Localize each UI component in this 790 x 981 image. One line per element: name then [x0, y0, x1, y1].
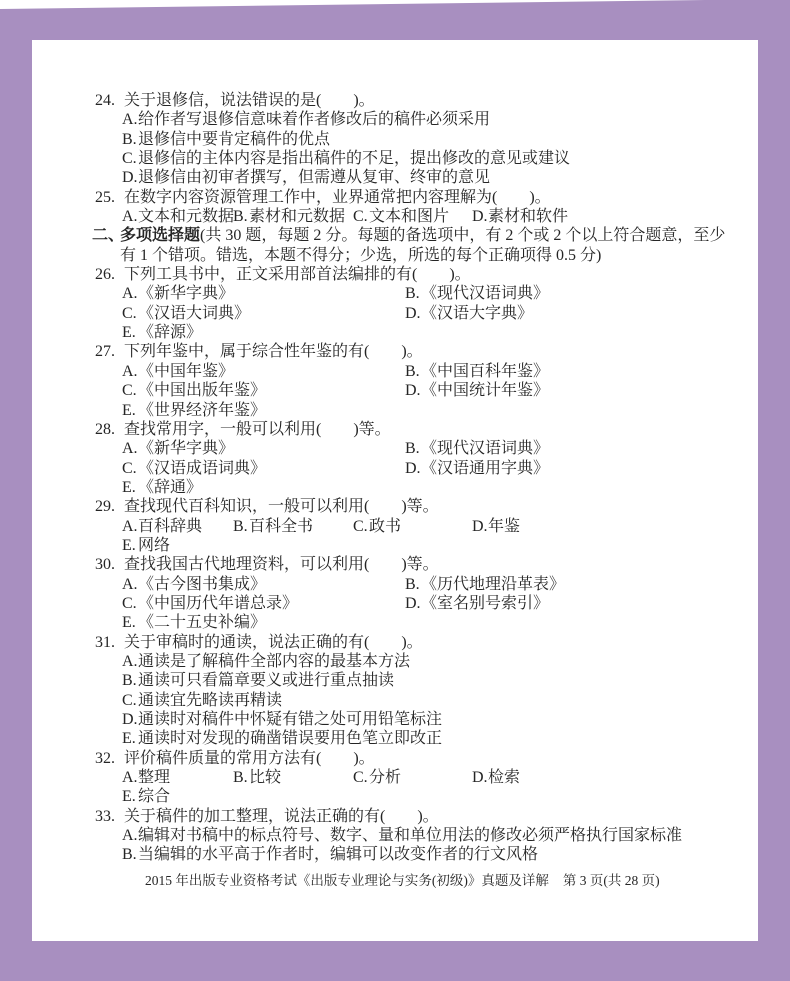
question-text: 关于退修信，说法错误的是( )。 — [124, 92, 375, 109]
option-text: 年鉴 — [488, 517, 521, 535]
option-letter: A. — [122, 517, 138, 535]
option-text: 通读可只看篇章要义或进行重点抽读 — [138, 672, 395, 690]
option-line — [122, 671, 740, 690]
option-cell — [353, 207, 472, 226]
option-row-4col — [122, 517, 740, 536]
option-text: 比较 — [249, 769, 282, 787]
option-text: 整理 — [138, 769, 171, 787]
question-text: 下列年鉴中，属于综合性年鉴的有( )。 — [124, 343, 423, 361]
option-cell — [122, 381, 405, 400]
option-text: 《中国百科年鉴》 — [421, 362, 550, 380]
option-letter: C. — [353, 517, 368, 535]
option-cell — [472, 517, 740, 536]
option-text: 《中国年鉴》 — [138, 362, 235, 380]
option-row-2col — [122, 439, 740, 458]
option-text: 《辞源》 — [138, 324, 203, 342]
option-line — [122, 401, 740, 420]
option-cell — [122, 439, 405, 458]
option-letter: E. — [122, 730, 136, 748]
option-letter: E. — [122, 536, 136, 554]
option-cell — [405, 459, 740, 478]
question-number: 32. — [95, 749, 115, 767]
option-cell — [405, 381, 740, 400]
option-text: 《室名别号索引》 — [421, 594, 550, 612]
option-cell — [233, 768, 353, 787]
option-letter: C. — [122, 150, 137, 168]
option-text: 《汉语成语词典》 — [138, 459, 267, 477]
option-letter: B. — [233, 769, 248, 787]
option-text: 《历代地理沿革表》 — [421, 575, 566, 593]
option-line — [122, 652, 740, 671]
option-letter: D. — [472, 769, 488, 787]
option-letter: E. — [122, 614, 136, 632]
option-text: 检索 — [488, 769, 521, 787]
option-cell — [122, 362, 405, 381]
section-instructions-continued — [120, 246, 740, 265]
option-text: 通读时对发现的确凿错误要用色笔立即改正 — [138, 730, 443, 748]
option-text: 分析 — [369, 769, 402, 787]
option-letter: C. — [122, 691, 137, 709]
option-letter: D. — [122, 711, 138, 728]
option-letter: C. — [122, 304, 137, 322]
question-text: 下列工具书中，正文采用部首法编排的有( )。 — [124, 266, 471, 284]
question-text: 查找常用字，一般可以利用( )等。 — [124, 420, 391, 438]
option-letter: B. — [405, 575, 420, 593]
option-letter: A. — [122, 285, 138, 303]
option-cell — [233, 207, 353, 226]
option-letter: A. — [122, 111, 138, 129]
option-text: 给作者写退修信意味着作者修改后的稿件必须采用 — [138, 111, 491, 129]
option-text: 《中国历代年谱总录》 — [138, 594, 299, 612]
option-line — [122, 787, 740, 806]
option-letter: D. — [405, 594, 421, 612]
option-row-2col — [122, 362, 740, 381]
question-text: 评价稿件质量的常用方法有( )。 — [124, 749, 375, 767]
option-text: 通读时对稿件中怀疑有错之处可用铅笔标注 — [138, 711, 443, 728]
option-row-2col — [122, 575, 740, 594]
question-line — [95, 497, 740, 516]
option-cell — [472, 207, 740, 226]
option-text: 百科全书 — [249, 517, 314, 535]
option-cell — [405, 439, 740, 458]
scan-edge-artifact — [0, 0, 705, 9]
question-number: 24. — [95, 92, 115, 109]
option-line — [122, 536, 740, 555]
option-line — [122, 130, 740, 149]
option-letter: A. — [122, 652, 138, 670]
option-text: 综合 — [138, 788, 171, 806]
question-number: 31. — [95, 633, 115, 651]
option-letter: E. — [122, 401, 136, 419]
option-cell — [353, 517, 472, 536]
option-letter: B. — [405, 285, 420, 303]
option-text: 退修信中要肯定稿件的优点 — [138, 130, 331, 148]
option-cell — [122, 517, 233, 536]
question-line — [95, 749, 740, 768]
question-number: 25. — [95, 188, 115, 206]
option-cell — [472, 768, 740, 787]
section-instructions-text: 有 1 个错项。错选，本题不得分；少选，所选的每个正确项得 0.5 分) — [120, 246, 602, 264]
option-row-4col — [122, 768, 740, 787]
option-text: 《辞通》 — [138, 478, 203, 496]
option-letter: D. — [405, 382, 421, 400]
option-text: 《现代汉语词典》 — [421, 285, 550, 303]
option-letter: B. — [233, 208, 248, 226]
option-text: 《中国统计年鉴》 — [421, 382, 550, 400]
option-text: 当编辑的水平高于作者时，编辑可以改变作者的行文风格 — [138, 846, 539, 864]
option-text: 政书 — [369, 517, 402, 535]
option-cell — [405, 362, 740, 381]
option-line — [122, 149, 740, 168]
option-letter: C. — [353, 769, 368, 787]
option-line — [122, 845, 740, 864]
option-text: 《汉语通用字典》 — [421, 459, 550, 477]
option-cell — [405, 594, 740, 613]
option-text: 文本和元数据 — [138, 208, 235, 226]
option-line — [122, 613, 740, 632]
option-letter: B. — [405, 440, 420, 458]
option-cell — [122, 207, 233, 226]
option-letter: D. — [405, 304, 421, 322]
document-lines — [92, 91, 740, 865]
footer-page-number: 第 3 页(共 28 页) — [562, 873, 660, 888]
question-text: 关于审稿时的通读，说法正确的有( )。 — [124, 633, 423, 651]
option-letter: A. — [122, 208, 138, 226]
option-cell — [122, 459, 405, 478]
option-text: 《汉语大字典》 — [421, 304, 534, 322]
option-letter: B. — [405, 362, 420, 380]
option-letter: B. — [122, 130, 137, 148]
exam-paper — [32, 40, 758, 941]
option-letter: C. — [122, 594, 137, 612]
option-text: 退修信由初审者撰写，但需遵从复审、终审的意见 — [138, 169, 491, 187]
option-text: 编辑对书稿中的标点符号、数字、量和单位用法的修改必须严格执行国家标准 — [138, 827, 683, 845]
option-line — [122, 826, 740, 845]
option-line — [122, 323, 740, 342]
question-line — [95, 633, 740, 652]
option-row-2col — [122, 381, 740, 400]
option-cell — [122, 594, 405, 613]
section-instructions: (共 30 题，每题 2 分。每题的备选项中，有 2 个或 2 个以上符合题意，至少 — [200, 227, 726, 245]
option-text: 《汉语大词典》 — [138, 304, 251, 322]
option-cell — [122, 575, 405, 594]
option-letter: B. — [122, 846, 137, 864]
question-text: 关于稿件的加工整理，说法正确的有( )。 — [124, 807, 439, 825]
option-line — [122, 478, 740, 497]
option-letter: A. — [122, 362, 138, 380]
option-letter: A. — [122, 769, 138, 787]
option-text: 百科辞典 — [138, 517, 203, 535]
question-number: 30. — [95, 556, 115, 574]
option-row-2col — [122, 594, 740, 613]
option-letter: A. — [122, 440, 138, 458]
option-letter: D. — [122, 169, 138, 187]
question-number: 27. — [95, 343, 115, 361]
question-text: 查找我国古代地理资料，可以利用( )等。 — [124, 556, 439, 574]
option-cell — [122, 768, 233, 787]
question-text: 查找现代百科知识，一般可以利用( )等。 — [124, 498, 439, 516]
option-letter: D. — [472, 208, 488, 226]
option-row-2col — [122, 459, 740, 478]
option-text: 网络 — [138, 536, 171, 554]
option-letter: B. — [122, 672, 137, 690]
option-letter: E. — [122, 788, 136, 806]
option-letter: A. — [122, 575, 138, 593]
question-line — [95, 265, 740, 284]
option-letter: D. — [472, 517, 488, 535]
option-cell — [405, 304, 740, 323]
option-letter: E. — [122, 478, 136, 496]
option-text: 通读宜先略读再精读 — [138, 691, 283, 709]
option-row-2col — [122, 284, 740, 303]
section-heading — [92, 226, 740, 245]
question-line — [95, 807, 740, 826]
option-letter: A. — [122, 827, 138, 845]
option-line — [122, 691, 740, 710]
option-cell — [353, 768, 472, 787]
option-text: 《现代汉语词典》 — [421, 440, 550, 458]
option-row-2col — [122, 304, 740, 323]
option-letter: B. — [233, 517, 248, 535]
footer-source-title: 2015 年出版专业资格考试《出版专业理论与实务(初级)》真题及详解 — [145, 873, 549, 888]
option-cell — [233, 517, 353, 536]
page-footer — [145, 869, 660, 889]
option-text: 《世界经济年鉴》 — [138, 401, 267, 419]
question-line — [95, 188, 740, 207]
option-text: 素材和元数据 — [249, 208, 346, 226]
option-row-4col — [122, 207, 740, 226]
question-line — [95, 342, 740, 361]
option-cell — [122, 304, 405, 323]
option-cell — [405, 284, 740, 303]
option-letter: C. — [353, 208, 368, 226]
question-text: 在数字内容资源管理工作中，业界通常把内容理解为( )。 — [124, 188, 551, 206]
option-text: 《中国出版年鉴》 — [138, 382, 267, 400]
section-number: 二、 — [92, 227, 125, 245]
question-line — [95, 555, 740, 574]
option-letter: C. — [122, 459, 137, 477]
question-line — [95, 91, 740, 110]
question-number: 26. — [95, 266, 115, 284]
question-number: 29. — [95, 498, 115, 516]
option-text: 退修信的主体内容是指出稿件的不足，提出修改的意见或建议 — [138, 150, 571, 168]
question-line — [95, 420, 740, 439]
option-text: 《二十五史补编》 — [138, 614, 267, 632]
option-line — [122, 168, 740, 187]
option-text: 文本和图片 — [369, 208, 450, 226]
option-text: 《新华字典》 — [138, 440, 235, 458]
option-text: 《古今图书集成》 — [138, 575, 267, 593]
option-line — [122, 710, 740, 729]
question-number: 33. — [95, 807, 115, 825]
option-line — [122, 110, 740, 129]
option-line — [122, 729, 740, 748]
option-letter: C. — [122, 382, 137, 400]
option-cell — [122, 284, 405, 303]
option-letter: E. — [122, 324, 136, 342]
question-number: 28. — [95, 420, 115, 438]
section-title: 多项选择题 — [120, 227, 201, 245]
option-text: 通读是了解稿件全部内容的最基本方法 — [138, 652, 411, 670]
option-letter: D. — [405, 459, 421, 477]
option-text: 素材和软件 — [488, 208, 569, 226]
option-cell — [405, 575, 740, 594]
option-text: 《新华字典》 — [138, 285, 235, 303]
